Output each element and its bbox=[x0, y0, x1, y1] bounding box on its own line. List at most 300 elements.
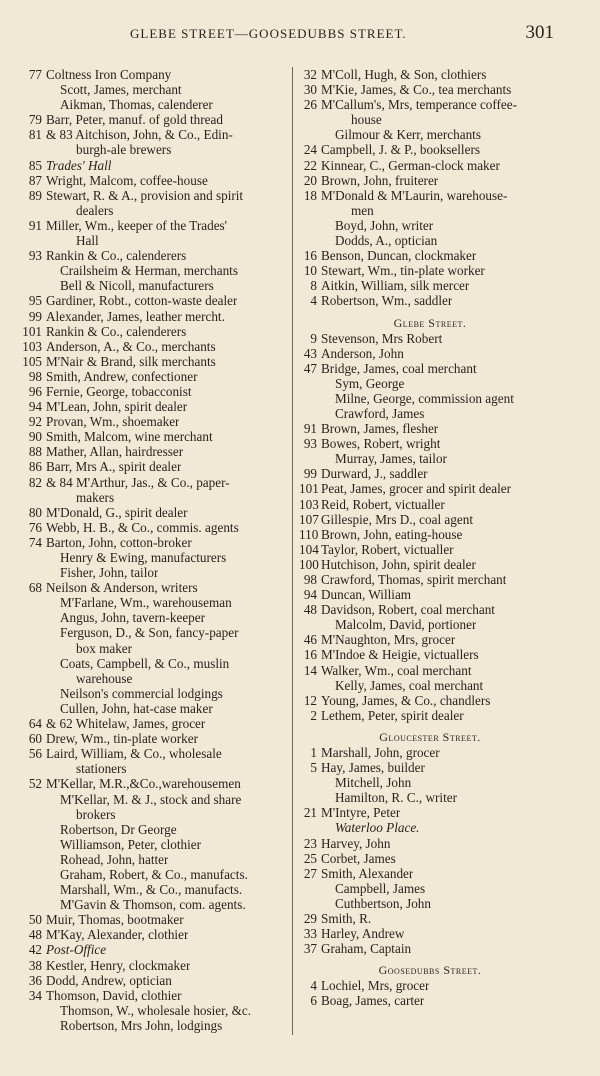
street-number bbox=[20, 610, 42, 625]
entry-text: & 83 Aitchison, John, & Co., Edin- bbox=[46, 127, 233, 143]
entry-text: Henry & Ewing, manufacturers bbox=[60, 550, 227, 565]
street-number: 46 bbox=[303, 632, 317, 648]
street-number: 30 bbox=[303, 82, 317, 98]
running-title: GLEBE STREET—GOOSEDUBBS STREET. bbox=[130, 26, 407, 41]
page-number: 301 bbox=[525, 22, 554, 43]
entry-text: Miller, Wm., keeper of the Trades' bbox=[46, 217, 228, 233]
entry-text: Cullen, John, hat-case maker bbox=[60, 700, 213, 716]
entry-text: Rankin & Co., calenderers bbox=[46, 323, 187, 339]
street-number bbox=[20, 278, 42, 293]
street-number bbox=[299, 451, 317, 466]
directory-entry bbox=[299, 617, 561, 632]
entry-text: Bowes, Robert, wright bbox=[321, 436, 441, 452]
street-number: 20 bbox=[303, 172, 317, 188]
street-number: 4 bbox=[310, 978, 317, 994]
street-number: 91 bbox=[28, 217, 42, 233]
entry-text: Cuthbertson, John bbox=[335, 895, 431, 911]
entry-text: Smith, Malcom, wine merchant bbox=[46, 429, 213, 445]
directory-entry bbox=[299, 557, 561, 572]
street-number bbox=[20, 882, 42, 897]
street-number bbox=[20, 641, 42, 656]
entry-text: Fernie, George, tobacconist bbox=[46, 383, 192, 399]
street-number: 103 bbox=[299, 496, 319, 512]
street-number bbox=[299, 203, 317, 218]
street-number: 101 bbox=[299, 481, 319, 497]
directory-entry bbox=[20, 475, 290, 490]
street-number: 93 bbox=[28, 248, 42, 264]
street-number: 4 bbox=[310, 293, 317, 309]
directory-entry bbox=[20, 399, 290, 414]
directory-entry bbox=[20, 158, 290, 173]
street-number: 98 bbox=[28, 368, 42, 384]
entry-text: M'Coll, Hugh, & Son, clothiers bbox=[321, 67, 487, 82]
street-number: 64 bbox=[28, 716, 42, 732]
entry-text: M'Indoe & Heigie, victuallers bbox=[321, 647, 479, 663]
entry-text: M'Donald & M'Laurin, warehouse- bbox=[321, 187, 508, 203]
entry-text: dealers bbox=[76, 202, 114, 218]
street-number bbox=[20, 625, 42, 640]
entry-text: Boyd, John, writer bbox=[335, 217, 434, 233]
directory-entry bbox=[20, 142, 290, 157]
directory-entry bbox=[20, 565, 290, 580]
street-number bbox=[20, 701, 42, 716]
directory-entry bbox=[20, 927, 290, 942]
entry-text: Robertson, Dr George bbox=[60, 821, 177, 837]
street-number bbox=[20, 671, 42, 686]
street-number bbox=[20, 490, 42, 505]
directory-entry bbox=[20, 731, 290, 746]
street-number: 16 bbox=[303, 647, 317, 663]
entry-text: Smith, Andrew, confectioner bbox=[46, 368, 198, 384]
entry-text: Trades' Hall bbox=[46, 157, 112, 173]
directory-entry bbox=[299, 542, 561, 557]
directory-entry bbox=[299, 926, 561, 941]
entry-text: Campbell, James bbox=[335, 880, 426, 896]
entry-text: Neilson's commercial lodgings bbox=[60, 685, 223, 701]
entry-text: Rohead, John, hatter bbox=[60, 851, 169, 867]
entry-text: M'Naughton, Mrs, grocer bbox=[321, 632, 456, 648]
street-number bbox=[299, 112, 317, 127]
directory-entry bbox=[299, 663, 561, 678]
entry-text: Smith, R. bbox=[321, 910, 372, 926]
street-number bbox=[20, 837, 42, 852]
entry-text: Coats, Campbell, & Co., muslin bbox=[60, 655, 230, 671]
street-number bbox=[299, 820, 317, 835]
entry-text: Stewart, R. & A., provision and spirit bbox=[46, 187, 244, 203]
street-number bbox=[20, 897, 42, 912]
directory-entry bbox=[299, 67, 561, 82]
directory-entry bbox=[299, 263, 561, 278]
entry-text: Sym, George bbox=[335, 375, 405, 391]
street-number: 87 bbox=[28, 172, 42, 188]
directory-entry bbox=[20, 188, 290, 203]
entry-text: men bbox=[351, 202, 374, 218]
directory-entry bbox=[20, 641, 290, 656]
entry-text: Brown, James, flesher bbox=[321, 421, 439, 437]
street-number: 95 bbox=[28, 293, 42, 309]
street-number bbox=[20, 97, 42, 112]
street-number: 82 bbox=[28, 474, 42, 490]
entry-text: & 84 M'Arthur, Jas., & Co., paper- bbox=[46, 474, 230, 490]
directory-entry bbox=[299, 820, 561, 835]
entry-text: Milne, George, commission agent bbox=[335, 390, 514, 406]
directory-entry bbox=[299, 346, 561, 361]
entry-text: Barr, Peter, manuf. of gold thread bbox=[46, 112, 223, 128]
directory-entry bbox=[299, 158, 561, 173]
left-column bbox=[20, 67, 290, 1033]
page-header bbox=[0, 22, 600, 46]
directory-entry bbox=[299, 497, 561, 512]
entry-text: Rankin & Co., calenderers bbox=[46, 248, 187, 264]
street-number: 8 bbox=[310, 278, 317, 294]
street-number: 92 bbox=[28, 414, 42, 430]
directory-entry bbox=[299, 993, 561, 1008]
entry-text: Hutchison, John, spirit dealer bbox=[321, 556, 476, 572]
entry-text: Brown, John, eating-house bbox=[321, 526, 463, 542]
street-number bbox=[20, 1003, 42, 1018]
street-number bbox=[20, 792, 42, 807]
entry-text: Harley, Andrew bbox=[321, 926, 405, 942]
entry-text: house bbox=[351, 112, 382, 128]
directory-entry bbox=[20, 973, 290, 988]
entry-text: Brown, John, fruiterer bbox=[321, 172, 439, 188]
entry-text: M'Gavin & Thomson, com. agents. bbox=[60, 897, 246, 913]
street-number: 77 bbox=[28, 67, 42, 82]
entry-text: Kinnear, C., German-clock maker bbox=[321, 157, 500, 173]
entry-text: Anderson, A., & Co., merchants bbox=[46, 338, 216, 354]
directory-entry bbox=[20, 852, 290, 867]
entry-text: Barton, John, cotton-broker bbox=[46, 534, 192, 550]
street-number: 32 bbox=[303, 67, 317, 82]
directory-entry bbox=[20, 278, 290, 293]
directory-entry bbox=[20, 490, 290, 505]
street-number: 48 bbox=[28, 927, 42, 943]
directory-entry bbox=[20, 263, 290, 278]
directory-entry bbox=[299, 512, 561, 527]
entry-text: Graham, Robert, & Co., manufacts. bbox=[60, 866, 248, 882]
street-number: 101 bbox=[22, 323, 42, 339]
entry-text: Thomson, W., wholesale hosier, &c. bbox=[60, 1002, 252, 1018]
street-number: 80 bbox=[28, 504, 42, 520]
entry-text: Durward, J., saddler bbox=[321, 466, 428, 482]
street-number: 104 bbox=[299, 541, 319, 557]
entry-text: Provan, Wm., shoemaker bbox=[46, 414, 180, 430]
entry-text: Gillespie, Mrs D., coal agent bbox=[321, 511, 473, 527]
directory-entry bbox=[20, 822, 290, 837]
street-number: 52 bbox=[28, 776, 42, 792]
directory-entry bbox=[20, 580, 290, 595]
directory-entry bbox=[20, 610, 290, 625]
street-number bbox=[299, 881, 317, 896]
entry-text: M'Intyre, Peter bbox=[321, 805, 401, 821]
directory-entry bbox=[299, 173, 561, 188]
street-number: 25 bbox=[303, 850, 317, 866]
entry-text: Gardiner, Robt., cotton-waste dealer bbox=[46, 293, 238, 309]
entry-text: Kelly, James, coal merchant bbox=[335, 677, 484, 693]
directory-entry bbox=[299, 278, 561, 293]
directory-entry bbox=[20, 429, 290, 444]
entry-text: Duncan, William bbox=[321, 587, 412, 603]
street-number: 42 bbox=[28, 942, 42, 958]
entry-text: makers bbox=[76, 489, 115, 505]
entry-text: M'Kie, James, & Co., tea merchants bbox=[321, 82, 512, 98]
entry-text: Angus, John, tavern-keeper bbox=[60, 610, 206, 626]
street-number: 33 bbox=[303, 926, 317, 942]
entry-text: Neilson & Anderson, writers bbox=[46, 580, 198, 596]
entry-text: Robertson, Wm., saddler bbox=[321, 293, 453, 309]
entry-text: stationers bbox=[76, 761, 127, 777]
directory-entry bbox=[299, 587, 561, 602]
directory-entry bbox=[299, 203, 561, 218]
entry-text: Hay, James, builder bbox=[321, 760, 425, 776]
directory-entry bbox=[20, 958, 290, 973]
street-heading: Glebe Street. bbox=[393, 315, 467, 330]
directory-entry bbox=[20, 535, 290, 550]
street-number: 91 bbox=[303, 421, 317, 437]
directory-entry bbox=[20, 1003, 290, 1018]
entry-text: M'Kellar, M.R.,&Co.,warehousemen bbox=[46, 776, 241, 792]
directory-entry bbox=[299, 866, 561, 881]
directory-entry bbox=[20, 520, 290, 535]
street-number: 38 bbox=[28, 957, 42, 973]
directory-entry bbox=[299, 436, 561, 451]
entry-text: Bridge, James, coal merchant bbox=[321, 360, 477, 376]
directory-entry bbox=[299, 293, 561, 308]
directory-entry bbox=[299, 745, 561, 760]
directory-entry bbox=[20, 339, 290, 354]
street-number bbox=[299, 127, 317, 142]
entry-text: M'Farlane, Wm., warehouseman bbox=[60, 595, 232, 611]
entry-text: Stewart, Wm., tin-plate worker bbox=[321, 263, 485, 279]
directory-entry bbox=[299, 760, 561, 775]
directory-entry bbox=[20, 716, 290, 731]
street-number bbox=[20, 263, 42, 278]
entry-text: Thomson, David, clothier bbox=[46, 987, 182, 1003]
street-number bbox=[20, 1018, 42, 1033]
street-number bbox=[299, 775, 317, 790]
entry-text: Laird, William, & Co., wholesale bbox=[46, 746, 222, 762]
entry-text: Fisher, John, tailor bbox=[60, 565, 159, 581]
directory-entry bbox=[299, 466, 561, 481]
entry-text: Peat, James, grocer and spirit dealer bbox=[321, 481, 512, 497]
entry-text: Ferguson, D., & Son, fancy-paper bbox=[60, 625, 239, 641]
street-number bbox=[20, 807, 42, 822]
directory-entry bbox=[299, 421, 561, 436]
column-divider bbox=[292, 67, 293, 1035]
directory-entry bbox=[20, 792, 290, 807]
entry-text: Scott, James, merchant bbox=[60, 82, 182, 98]
entry-text: Hamilton, R. C., writer bbox=[335, 790, 457, 806]
directory-entry bbox=[20, 67, 290, 82]
directory-entry bbox=[299, 391, 561, 406]
street-number: 110 bbox=[299, 526, 319, 542]
directory-entry bbox=[299, 775, 561, 790]
street-number: 100 bbox=[299, 556, 319, 572]
directory-entry bbox=[299, 376, 561, 391]
directory-entry bbox=[20, 625, 290, 640]
entry-text: Mitchell, John bbox=[335, 775, 412, 791]
entry-text: M'Kellar, M. & J., stock and share bbox=[60, 791, 242, 807]
directory-entry bbox=[20, 82, 290, 97]
entry-text: Smith, Alexander bbox=[321, 865, 414, 881]
entry-text: Dodd, Andrew, optician bbox=[46, 972, 172, 988]
street-number bbox=[299, 406, 317, 421]
street-number: 48 bbox=[303, 602, 317, 618]
directory-entry bbox=[299, 647, 561, 662]
street-number: 94 bbox=[303, 587, 317, 603]
entry-text: warehouse bbox=[76, 670, 133, 686]
street-number bbox=[299, 376, 317, 391]
street-number: 47 bbox=[303, 360, 317, 376]
directory-entry bbox=[20, 761, 290, 776]
entry-text: Graham, Captain bbox=[321, 941, 412, 957]
directory-entry bbox=[299, 790, 561, 805]
street-number bbox=[299, 233, 317, 248]
entry-text: Bell & Nicoll, manufacturers bbox=[60, 278, 214, 294]
street-number bbox=[20, 203, 42, 218]
entry-text: brokers bbox=[76, 806, 116, 822]
street-number: 29 bbox=[303, 910, 317, 926]
directory-entry bbox=[299, 142, 561, 157]
directory-entry bbox=[20, 97, 290, 112]
entry-text: & 62 Whitelaw, James, grocer bbox=[46, 716, 206, 732]
directory-entry bbox=[20, 671, 290, 686]
street-number bbox=[299, 678, 317, 693]
right-column bbox=[299, 67, 561, 1008]
directory-entry bbox=[20, 414, 290, 429]
entry-text: Webb, H. B., & Co., commis. agents bbox=[46, 519, 239, 535]
directory-entry bbox=[299, 331, 561, 346]
directory-entry bbox=[299, 188, 561, 203]
street-number: 79 bbox=[28, 112, 42, 128]
street-number: 89 bbox=[28, 187, 42, 203]
entry-text: Wright, Malcom, coffee-house bbox=[46, 172, 208, 188]
street-number: 74 bbox=[28, 534, 42, 550]
street-number: 24 bbox=[303, 142, 317, 158]
directory-entry bbox=[299, 127, 561, 142]
street-number bbox=[20, 761, 42, 776]
entry-text: Gilmour & Kerr, merchants bbox=[335, 127, 481, 143]
street-number: 27 bbox=[303, 865, 317, 881]
street-number: 93 bbox=[303, 436, 317, 452]
street-number bbox=[299, 790, 317, 805]
directory-entry bbox=[20, 1018, 290, 1033]
street-number: 43 bbox=[303, 345, 317, 361]
street-number: 12 bbox=[303, 692, 317, 708]
street-number: 99 bbox=[303, 466, 317, 482]
entry-text: Drew, Wm., tin-plate worker bbox=[46, 731, 198, 747]
directory-entry bbox=[20, 776, 290, 791]
street-number: 96 bbox=[28, 383, 42, 399]
entry-text: Kestler, Henry, clockmaker bbox=[46, 957, 191, 973]
entry-text: Post-Office bbox=[46, 942, 107, 958]
street-number bbox=[20, 656, 42, 671]
directory-entry bbox=[299, 851, 561, 866]
entry-text: Hall bbox=[76, 233, 99, 249]
entry-text: Corbet, James bbox=[321, 850, 396, 866]
street-number bbox=[299, 896, 317, 911]
entry-text: Boag, James, carter bbox=[321, 993, 425, 1009]
street-number: 6 bbox=[310, 993, 317, 1009]
directory-entry bbox=[20, 233, 290, 248]
street-heading: Gloucester Street. bbox=[379, 729, 481, 744]
street-number: 107 bbox=[299, 511, 319, 527]
directory-entry bbox=[20, 293, 290, 308]
directory-entry bbox=[20, 248, 290, 263]
directory-entry bbox=[20, 369, 290, 384]
street-number: 36 bbox=[28, 972, 42, 988]
entry-text: M'Lean, John, spirit dealer bbox=[46, 399, 188, 415]
entry-text: M'Donald, G., spirit dealer bbox=[46, 504, 188, 520]
directory-entry bbox=[20, 837, 290, 852]
directory-entry bbox=[299, 406, 561, 421]
directory-entry bbox=[20, 550, 290, 565]
directory-entry bbox=[20, 746, 290, 761]
street-number: 37 bbox=[303, 941, 317, 957]
entry-text: M'Kay, Alexander, clothier bbox=[46, 927, 189, 943]
directory-entry bbox=[20, 324, 290, 339]
street-number: 9 bbox=[310, 330, 317, 346]
entry-text: Crawford, James bbox=[335, 405, 425, 421]
entry-text: Walker, Wm., coal merchant bbox=[321, 662, 472, 678]
street-number: 1 bbox=[310, 744, 317, 760]
street-number bbox=[20, 142, 42, 157]
street-number: 34 bbox=[28, 987, 42, 1003]
street-number: 76 bbox=[28, 519, 42, 535]
street-number: 99 bbox=[28, 308, 42, 324]
street-number bbox=[299, 218, 317, 233]
directory-entry bbox=[299, 248, 561, 263]
entry-text: Coltness Iron Company bbox=[46, 67, 172, 82]
street-number bbox=[20, 233, 42, 248]
street-number: 21 bbox=[303, 805, 317, 821]
street-number: 50 bbox=[28, 912, 42, 928]
street-number bbox=[20, 595, 42, 610]
directory-entry bbox=[20, 686, 290, 701]
entry-text: Malcolm, David, portioner bbox=[335, 617, 477, 633]
street-number: 98 bbox=[303, 572, 317, 587]
entry-text: Young, James, & Co., chandlers bbox=[321, 692, 491, 708]
street-number: 60 bbox=[28, 731, 42, 747]
street-number bbox=[20, 686, 42, 701]
directory-entry bbox=[20, 218, 290, 233]
directory-entry bbox=[20, 459, 290, 474]
directory-entry bbox=[20, 309, 290, 324]
entry-text: Muir, Thomas, bootmaker bbox=[46, 912, 184, 928]
street-number bbox=[20, 822, 42, 837]
directory-entry bbox=[20, 807, 290, 822]
street-number: 81 bbox=[28, 127, 42, 143]
street-number: 10 bbox=[303, 263, 317, 279]
entry-text: Aitkin, William, silk mercer bbox=[321, 278, 470, 294]
entry-text: Murray, James, tailor bbox=[335, 451, 447, 467]
entry-text: box maker bbox=[76, 640, 133, 656]
street-number: 2 bbox=[310, 707, 317, 723]
directory-entry bbox=[20, 354, 290, 369]
street-number: 68 bbox=[28, 580, 42, 596]
entry-text: Taylor, Robert, victualler bbox=[321, 541, 454, 557]
street-number: 88 bbox=[28, 444, 42, 460]
entry-text: Stevenson, Mrs Robert bbox=[321, 330, 443, 346]
entry-text: Benson, Duncan, clockmaker bbox=[321, 248, 477, 264]
street-number: 94 bbox=[28, 399, 42, 415]
entry-text: Barr, Mrs A., spirit dealer bbox=[46, 459, 182, 475]
directory-entry bbox=[299, 218, 561, 233]
directory-entry bbox=[20, 127, 290, 142]
street-number: 90 bbox=[28, 429, 42, 445]
directory-entry bbox=[299, 481, 561, 496]
street-number: 23 bbox=[303, 835, 317, 851]
